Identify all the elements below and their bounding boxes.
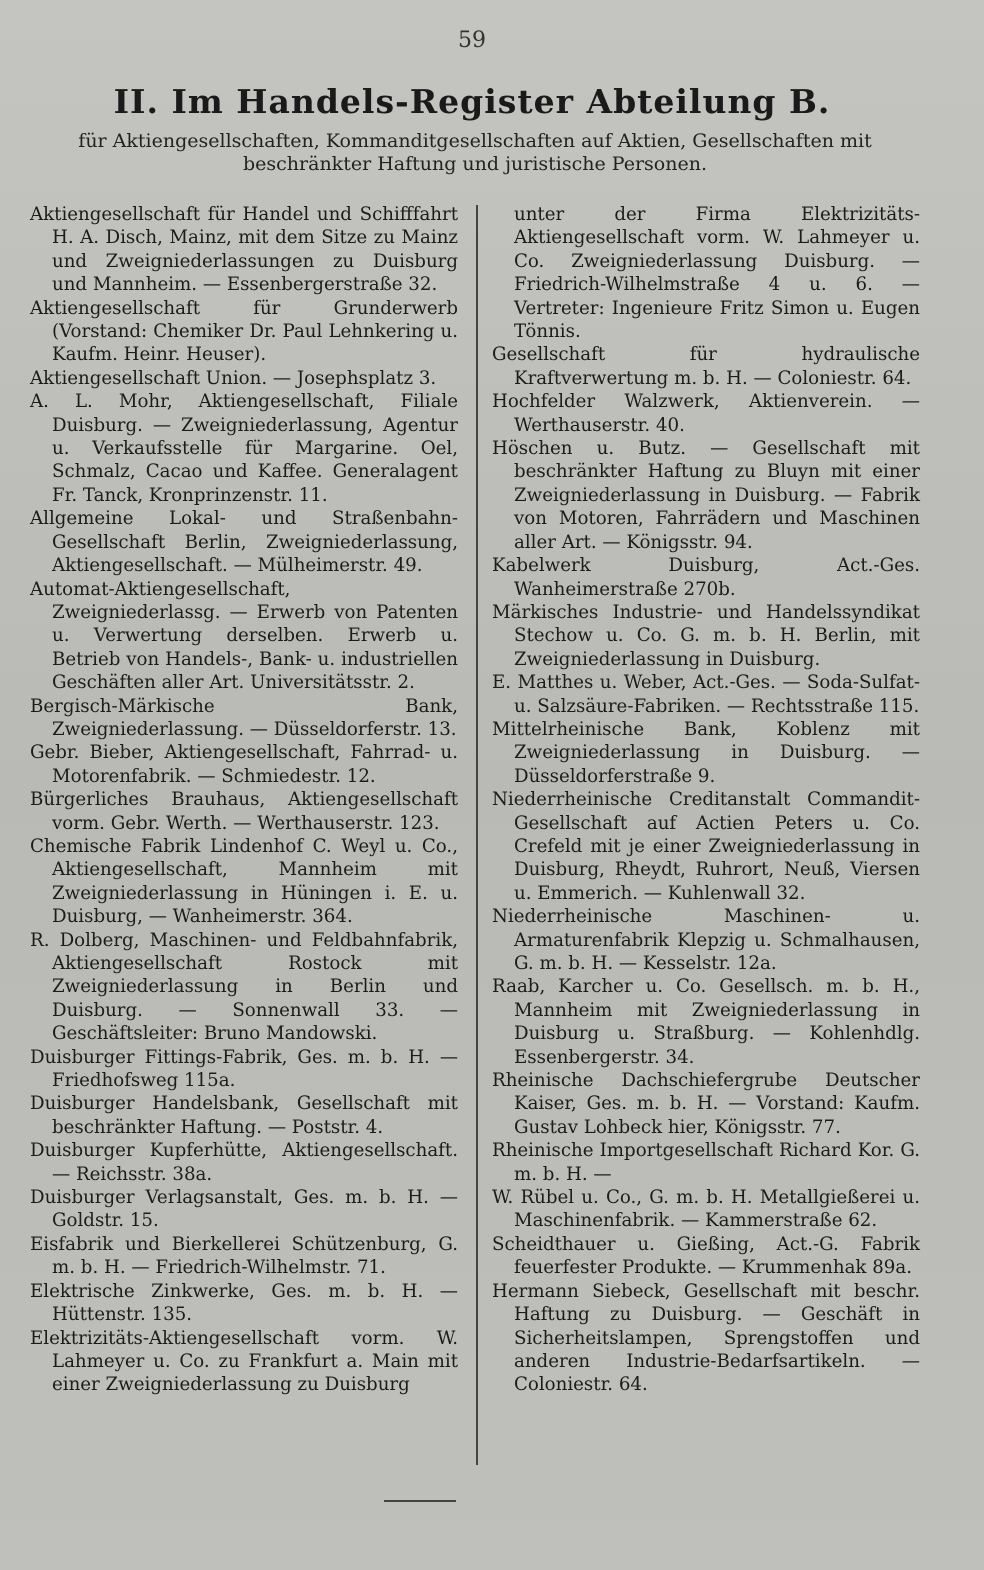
register-entry: Höschen u. Butz. — Gesellschaft mit beschränkter Haftung zu Bluyn mit einer Zweigniederlassung in Duisburg. — Fabrik von Motoren, Fahrrädern und Maschinen aller Art. — Königsstr. 94. <box>492 438 920 553</box>
page-subtitle: für Aktiengesellschaften, Kommanditgesellschaften auf Aktien, Gesellschaften mit beschränkter Haftung und juristische Personen. <box>78 130 872 175</box>
register-entry: Gebr. Bieber, Aktiengesellschaft, Fahrrad- u. Motorenfabrik. — Schmiedestr. 12. <box>30 742 458 787</box>
footer-rule <box>384 1500 456 1502</box>
register-entry: Elektrizitäts-Aktiengesellschaft vorm. W. Lahmeyer u. Co. zu Frankfurt a. Main mit einer Zweigniederlassung zu Duisburg <box>30 1327 458 1396</box>
register-entry: W. Rübel u. Co., G. m. b. H. Metallgießerei u. Maschinenfabrik. — Kammerstraße 62. <box>492 1187 920 1232</box>
register-entry: Hermann Siebeck, Gesellschaft mit beschr. Haftung zu Duisburg. — Geschäft in Sicherheitslampen, Sprengstoffen und anderen Industrie-Bedarfsartikeln. — Coloniestr. 64. <box>492 1280 920 1396</box>
register-entry: Chemische Fabrik Lindenhof C. Weyl u. Co., Aktiengesellschaft, Mannheim mit Zweigniederlassung in Hüningen i. E. u. Duisburg, — Wanheimerstr. 364. <box>30 835 458 928</box>
register-entry: Duisburger Kupferhütte, Aktiengesellschaft. — Reichsstr. 38a. <box>30 1140 458 1185</box>
register-entry: A. L. Mohr, Aktiengesellschaft, Filiale Duisburg. — Zweigniederlassung, Agentur u. Verkaufsstelle für Margarine. Oel, Schmalz, Cacao und Kaffee. Generalagent Fr. Tanck, Kronprinzenstr. 11. <box>30 391 458 506</box>
register-entry: Niederrheinische Maschinen- u. Armaturenfabrik Klepzig u. Schmalhausen, G. m. b. H. — Kesselstr. 12a. <box>492 906 920 974</box>
register-entry: Kabelwerk Duisburg, Act.-Ges. Wanheimerstraße 270b. <box>492 555 920 600</box>
right-column <box>492 203 920 1397</box>
left-column <box>30 203 458 1397</box>
register-entry: unter der Firma Elektrizitäts-Aktiengesellschaft vorm. W. Lahmeyer u. Co. Zweigniederlassung Duisburg. — Friedrich-Wilhelmstraße 4 u. 6. — Vertreter: Ingenieure Fritz Simon u. Eugen Tönnis. <box>514 204 920 343</box>
register-entry: Bergisch-Märkische Bank, Zweigniederlassung. — Düsseldorferstr. 13. <box>30 695 458 740</box>
register-entry: Raab, Karcher u. Co. Gesellsch. m. b. H., Mannheim mit Zweigniederlassung in Duisburg u. Straßburg. — Kohlenhdlg. Essenbergerstr. 34. <box>492 976 920 1068</box>
page-number: 59 <box>458 28 486 53</box>
register-entry: Rheinische Importgesellschaft Richard Kor. G. m. b. H. — <box>492 1140 920 1185</box>
register-entry: Mittelrheinische Bank, Koblenz mit Zweigniederlassung in Duisburg. — Düsseldorferstraße 9. <box>492 718 920 787</box>
page-title: II. Im Handels-Register Abteilung B. <box>113 82 831 121</box>
register-entry: Eisfabrik und Bierkellerei Schützenburg, G. m. b. H. — Friedrich-Wilhelmstr. 71. <box>30 1233 458 1279</box>
register-entry: Scheidthauer u. Gießing, Act.-G. Fabrik feuerfester Produkte. — Krummenhak 89a. <box>492 1233 920 1279</box>
column-divider <box>476 205 478 1465</box>
register-entry: Duisburger Verlagsanstalt, Ges. m. b. H. — Goldstr. 15. <box>30 1187 458 1232</box>
register-entry: Automat-Aktiengesellschaft, Zweigniederlassg. — Erwerb von Patenten u. Verwertung derselben. Erwerb u. Betrieb von Handels-, Bank- u. industriellen Geschäften aller Art. Universitätsstr. 2. <box>30 578 458 694</box>
register-entry: Duisburger Fittings-Fabrik, Ges. m. b. H. — Friedhofsweg 115a. <box>30 1046 458 1092</box>
register-entry: Allgemeine Lokal- und Straßenbahn-Gesellschaft Berlin, Zweigniederlassung, Aktiengesellschaft. — Mülheimerstr. 49. <box>30 508 458 577</box>
register-entry: Märkisches Industrie- und Handelssyndikat Stechow u. Co. G. m. b. H. Berlin, mit Zweigniederlassung in Duisburg. <box>492 601 920 670</box>
register-entry: Duisburger Handelsbank, Gesellschaft mit beschränkter Haftung. — Poststr. 4. <box>30 1093 458 1138</box>
register-entry: Gesellschaft für hydraulische Kraftverwertung m. b. H. — Coloniestr. 64. <box>492 344 920 389</box>
register-entry: R. Dolberg, Maschinen- und Feldbahnfabrik, Aktiengesellschaft Rostock mit Zweigniederlassung in Berlin und Duisburg. — Sonnenwall 33. — Geschäftsleiter: Bruno Mandowski. <box>30 929 458 1045</box>
register-entry: Bürgerliches Brauhaus, Aktiengesellschaft vorm. Gebr. Werth. — Werthauserstr. 123. <box>30 789 458 834</box>
register-entry: Hochfelder Walzwerk, Aktienverein. — Werthauserstr. 40. <box>492 391 920 436</box>
register-entry: Rheinische Dachschiefergrube Deutscher Kaiser, Ges. m. b. H. — Vorstand: Kaufm. Gustav Lohbeck hier, Königsstr. 77. <box>492 1070 920 1138</box>
register-entry: Aktiengesellschaft für Handel und Schifffahrt H. A. Disch, Mainz, mit dem Sitze zu Mainz und Zweigniederlassungen zu Duisburg und Mannheim. — Essenbergerstraße 32. <box>30 204 458 296</box>
register-entry: Elektrische Zinkwerke, Ges. m. b. H. — Hüttenstr. 135. <box>30 1280 458 1326</box>
register-entry: Niederrheinische Creditanstalt Commandit-Gesellschaft auf Actien Peters u. Co. Crefeld mit je einer Zweigniederlassung in Duisburg, Rheydt, Ruhrort, Neuß, Viersen u. Emmerich. — Kuhlenwall 32. <box>492 789 920 904</box>
register-entry: Aktiengesellschaft für Grunderwerb (Vorstand: Chemiker Dr. Paul Lehnkering u. Kaufm. Heinr. Heuser). <box>30 297 458 366</box>
register-entry: E. Matthes u. Weber, Act.-Ges. — Soda-Sulfat- u. Salzsäure-Fabriken. — Rechtsstraße 115. <box>492 672 920 717</box>
register-entry: Aktiengesellschaft Union. — Josephsplatz 3. <box>30 367 437 389</box>
